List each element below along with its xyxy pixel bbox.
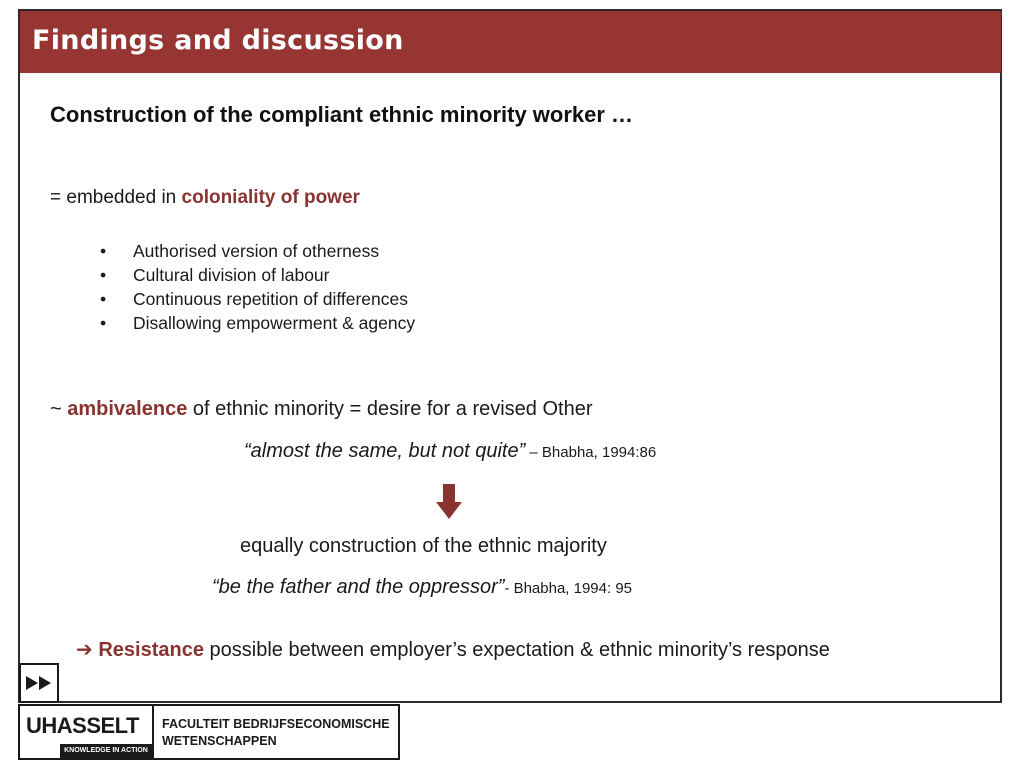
majority-line: equally construction of the ethnic majority <box>240 535 607 557</box>
fast-forward-icon <box>26 676 52 690</box>
resistance-line <box>76 637 830 662</box>
resistance-rest: possible between employer’s expectation & ethnic minority’s response <box>203 639 830 661</box>
title-bar <box>20 11 1001 73</box>
slide-subtitle: Construction of the compliant ethnic minority worker … <box>50 102 634 127</box>
quote-text: “be the father and the oppressor” <box>212 576 505 598</box>
logo-tagline: KNOWLEDGE IN ACTION <box>60 744 152 758</box>
list-item <box>100 287 415 311</box>
logo-wordmark <box>20 706 154 758</box>
bullet-text: Continuous repetition of differences <box>133 289 408 309</box>
bullet-text: Cultural division of labour <box>133 265 330 285</box>
right-arrow-icon: ➔ <box>76 639 93 661</box>
quote-citation: – Bhabha, 1994:86 <box>525 444 657 461</box>
bullet-dot: • <box>100 289 107 309</box>
faculty-line-1: FACULTEIT BEDRIJFSECONOMISCHE <box>162 717 390 731</box>
page-title: Findings and discussion <box>32 25 404 56</box>
list-item <box>100 311 415 335</box>
tilde-prefix: ~ <box>50 398 68 420</box>
ambivalence-rest: of ethnic minority = desire for a revised Other <box>187 398 593 420</box>
ambivalence-highlight: ambivalence <box>67 398 188 420</box>
coloniality-highlight: coloniality of power <box>181 187 360 208</box>
bhabha-quote-1 <box>244 440 656 463</box>
bullet-dot: • <box>100 265 107 285</box>
quote-text: “almost the same, but not quite” <box>244 440 526 462</box>
university-logo <box>18 704 400 760</box>
arrow-down-icon <box>436 484 462 520</box>
faculty-line-2: WETENSCHAPPEN <box>162 734 277 748</box>
quote-citation: - Bhabha, 1994: 95 <box>504 580 633 597</box>
list-item <box>100 263 415 287</box>
resistance-highlight: Resistance <box>98 639 204 661</box>
bullet-dot: • <box>100 241 107 261</box>
bullet-text: Authorised version of otherness <box>133 241 380 261</box>
bullet-dot: • <box>100 313 107 333</box>
embedded-prefix: = embedded in <box>50 187 182 208</box>
logo-name: UHASSELT <box>26 713 139 738</box>
faculty-name <box>154 706 398 758</box>
list-item <box>100 239 415 263</box>
embedded-line <box>50 187 360 209</box>
bhabha-quote-2 <box>212 576 632 599</box>
next-slide-button[interactable] <box>19 663 59 703</box>
ambivalence-line <box>50 398 593 421</box>
bullet-text: Disallowing empowerment & agency <box>133 313 416 333</box>
bullet-list <box>100 239 415 335</box>
